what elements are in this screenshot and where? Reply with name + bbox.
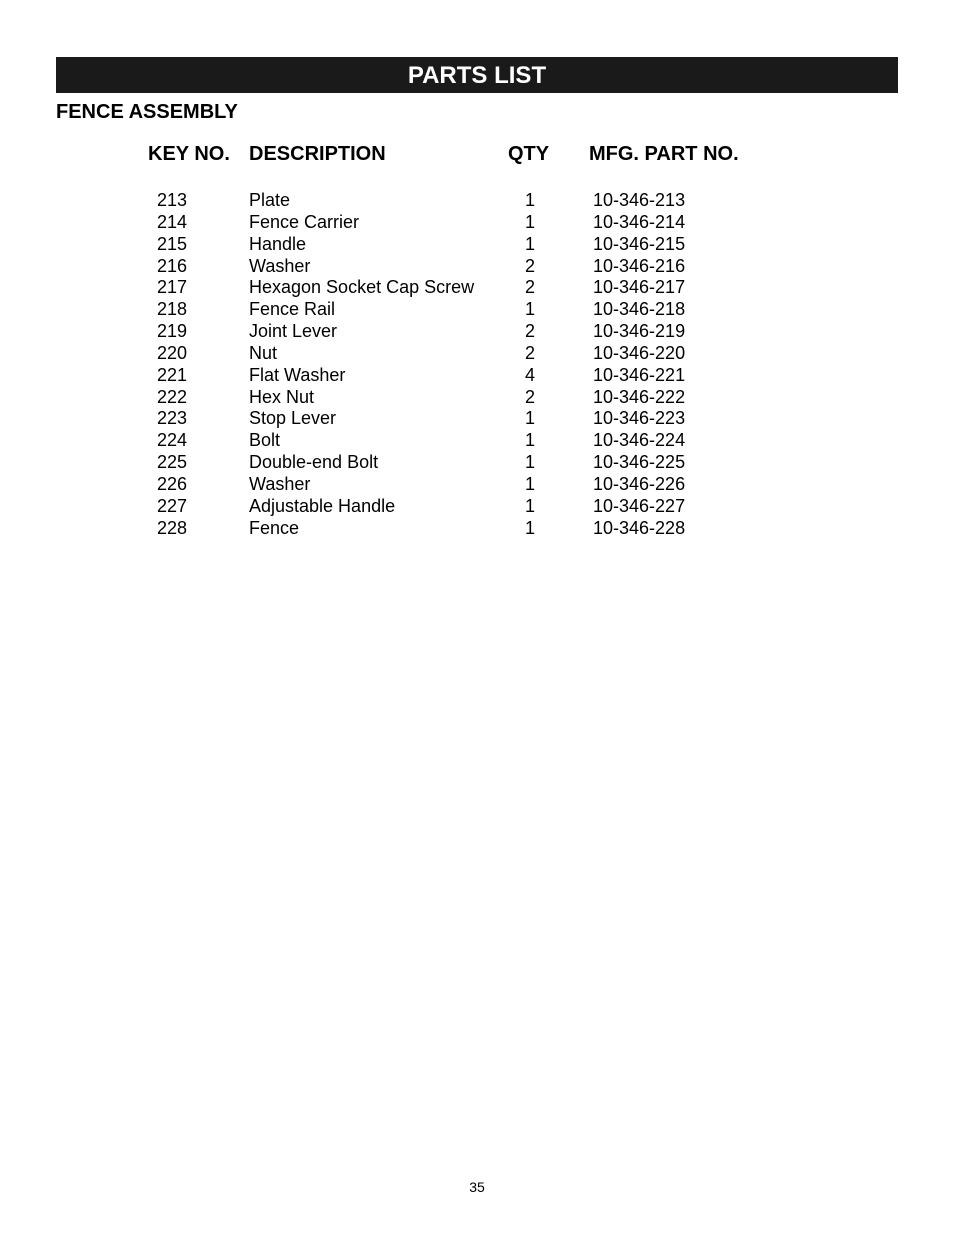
table-row	[0, 342, 954, 364]
page-title: PARTS LIST	[56, 57, 898, 93]
column-header-key-no: KEY NO.	[148, 143, 230, 165]
mfg-part-no-cell: 10-346-227	[593, 495, 686, 516]
key-no-cell: 224	[157, 430, 188, 451]
mfg-part-no-cell: 10-346-218	[593, 299, 686, 320]
qty-cell: 4	[524, 364, 535, 385]
mfg-part-no-cell: 10-346-217	[593, 277, 686, 298]
qty-cell: 1	[524, 408, 535, 429]
table-row	[0, 255, 954, 277]
table-row	[0, 320, 954, 342]
key-no-cell: 228	[157, 517, 188, 538]
qty-cell: 1	[524, 190, 535, 210]
mfg-part-no-cell: 10-346-216	[593, 255, 686, 276]
mfg-part-no-cell: 10-346-219	[593, 321, 686, 342]
column-header-mfg-part-no: MFG. PART NO.	[589, 143, 739, 165]
mfg-part-no-cell: 10-346-214	[593, 211, 686, 232]
qty-cell: 2	[524, 386, 535, 407]
mfg-part-no-cell: 10-346-223	[593, 408, 686, 429]
key-no-cell: 215	[157, 233, 188, 254]
mfg-part-no-cell: 10-346-224	[593, 430, 686, 451]
table-row	[0, 495, 954, 517]
mfg-part-no-cell: 10-346-221	[593, 364, 686, 385]
key-no-cell: 216	[157, 255, 188, 276]
description-cell: Washer	[249, 473, 311, 494]
mfg-part-no-cell: 10-346-215	[593, 233, 686, 254]
description-cell: Fence Carrier	[249, 211, 360, 232]
qty-cell: 1	[524, 430, 535, 451]
mfg-part-no-cell: 10-346-222	[593, 386, 686, 407]
page-number: 35	[469, 1179, 485, 1195]
key-no-cell: 226	[157, 473, 188, 494]
description-cell: Fence Rail	[249, 299, 336, 320]
qty-cell: 1	[524, 495, 535, 516]
description-cell: Stop Lever	[249, 408, 337, 429]
qty-cell: 1	[524, 517, 535, 538]
column-header-description: DESCRIPTION	[249, 143, 386, 165]
qty-cell: 1	[524, 233, 535, 254]
qty-cell: 1	[524, 211, 535, 232]
mfg-part-no-cell: 10-346-220	[593, 342, 686, 363]
qty-cell: 2	[524, 255, 535, 276]
description-cell: Hex Nut	[249, 386, 315, 407]
table-row	[0, 407, 954, 429]
key-no-cell: 213	[157, 190, 188, 210]
description-cell: Hexagon Socket Cap Screw	[249, 277, 475, 298]
mfg-part-no-cell: 10-346-213	[593, 190, 686, 210]
table-row	[0, 276, 954, 298]
table-row	[0, 386, 954, 408]
qty-cell: 1	[524, 299, 535, 320]
table-row	[0, 233, 954, 255]
table-row	[0, 189, 954, 211]
table-row	[0, 364, 954, 386]
table-row	[0, 211, 954, 233]
section-title: FENCE ASSEMBLY	[56, 101, 238, 123]
description-cell: Adjustable Handle	[249, 495, 396, 516]
key-no-cell: 221	[157, 364, 188, 385]
mfg-part-no-cell: 10-346-225	[593, 452, 686, 473]
mfg-part-no-cell: 10-346-226	[593, 473, 686, 494]
key-no-cell: 218	[157, 299, 188, 320]
description-cell: Joint Lever	[249, 321, 338, 342]
description-cell: Flat Washer	[249, 364, 346, 385]
qty-cell: 2	[524, 342, 535, 363]
qty-cell: 2	[524, 277, 535, 298]
key-no-cell: 217	[157, 277, 188, 298]
key-no-cell: 214	[157, 211, 188, 232]
parts-table	[0, 189, 954, 539]
key-no-cell: 222	[157, 386, 188, 407]
qty-cell: 1	[524, 473, 535, 494]
description-cell: Plate	[249, 190, 291, 210]
qty-cell: 1	[524, 452, 535, 473]
table-row	[0, 517, 954, 539]
table-row	[0, 298, 954, 320]
key-no-cell: 219	[157, 321, 188, 342]
column-header-qty: QTY	[508, 143, 550, 165]
key-no-cell: 225	[157, 452, 188, 473]
description-cell: Bolt	[249, 430, 281, 451]
description-cell: Double-end Bolt	[249, 452, 379, 473]
table-row	[0, 473, 954, 495]
description-cell: Nut	[249, 342, 278, 363]
key-no-cell: 220	[157, 342, 188, 363]
description-cell: Handle	[249, 233, 307, 254]
table-row	[0, 451, 954, 473]
key-no-cell: 223	[157, 408, 188, 429]
table-row	[0, 429, 954, 451]
description-cell: Washer	[249, 255, 311, 276]
description-cell: Fence	[249, 517, 300, 538]
mfg-part-no-cell: 10-346-228	[593, 517, 686, 538]
qty-cell: 2	[524, 321, 535, 342]
key-no-cell: 227	[157, 495, 188, 516]
